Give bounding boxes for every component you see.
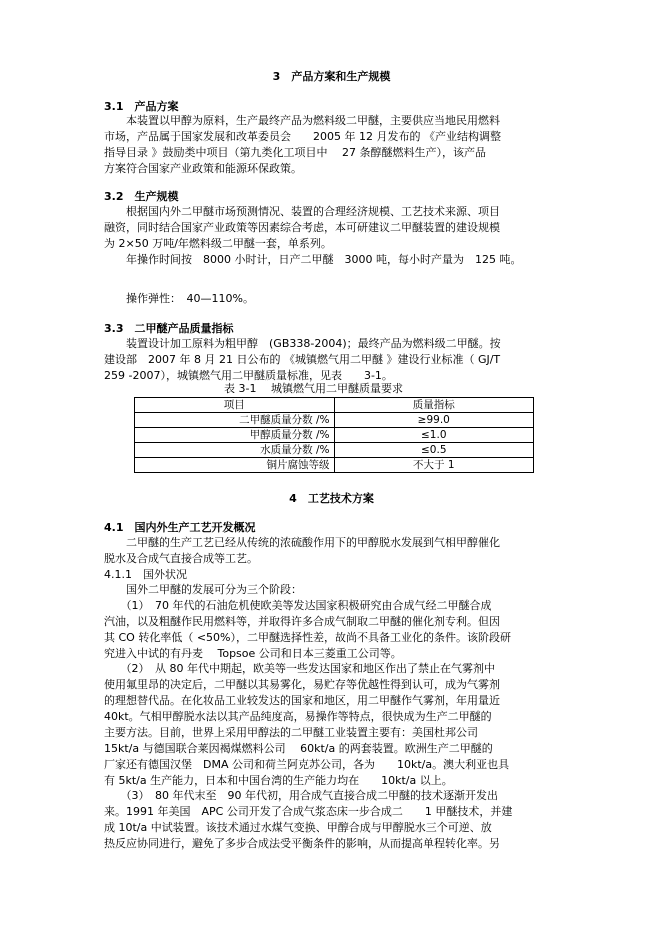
table-caption: 表 3-1 城镇燃气用二甲醚质量要求 xyxy=(224,382,403,395)
text-line: 其 CO 转化率低（ <50%），二甲醚选择性差，故尚不具备工业化的条件。该阶段研 xyxy=(104,631,511,644)
text-line: 厂家还有德国汉堡 DMA 公司和荷兰阿克苏公司，各为 10kt/a。澳大利亚也具 xyxy=(104,758,510,771)
text-line: 方案符合国家产业政策和能源环保政策。 xyxy=(104,162,302,175)
section-4-1-title: 4.1 国内外生产工艺开发概况 xyxy=(104,521,256,534)
text-line: 指导目录 》鼓励类中项目（第九类化工项目中 27 条醇醚燃料生产），该产品 xyxy=(104,146,486,159)
text-line: 40kt。气相甲醇脱水法以其产品纯度高，易操作等特点，很快成为生产二甲醚的 xyxy=(104,710,492,723)
table-cell: 甲醇质量分数 /% xyxy=(135,428,335,443)
table-row xyxy=(135,428,534,443)
text-line: 本装置以甲醇为原料，生产最终产品为燃料级二甲醚，主要供应当地民用燃料 xyxy=(104,114,500,127)
table-header-spec: 质量指标 xyxy=(334,398,534,413)
stage-intro: 国外二甲醚的发展可分为三个阶段： xyxy=(104,583,302,596)
table-cell: ≤1.0 xyxy=(334,428,534,443)
table-row xyxy=(135,443,534,458)
table-row xyxy=(135,413,534,428)
section-3-2-body xyxy=(104,204,559,268)
text-line: 究进入中试的有丹麦 Topsoe 公司和日本三菱重工公司等。 xyxy=(104,647,402,660)
text-line: 市场，产品属于国家发展和改革委员会 2005 年 12 月发布的 《产业结构调整 xyxy=(104,130,501,143)
section-4-1-1-title: 4.1.1 国外状况 xyxy=(104,568,187,581)
text-line: （1） 70 年代的石油危机使欧美等发达国家积极研究由合成气经二甲醚合成 xyxy=(104,599,492,612)
table-cell: 二甲醚质量分数 /% xyxy=(135,413,335,428)
text-line: 二甲醚的生产工艺已经从传统的浓硫酸作用下的甲醇脱水发展到气相甲醇催化 xyxy=(104,536,500,549)
text-line: 成 10t/a 中试装置。该技术通过水煤气变换、甲醇合成与甲醇脱水三个可逆、放 xyxy=(104,821,492,834)
table-cell: 不大于 1 xyxy=(334,458,534,473)
text-line: 脱水及合成气直接合成等工艺。 xyxy=(104,552,258,565)
section-3-1-body xyxy=(104,113,559,177)
text-line: （2） 从 80 年代中期起，欧美等一些发达国家和地区作出了禁止在气雾剂中 xyxy=(104,662,495,675)
text-line: 热反应协同进行，避免了多步合成法受平衡条件的影响，从而提高单程转化率。另 xyxy=(104,837,500,850)
text-line: 的理想替代品。在化妆品工业较发达的国家和地区，用二甲醚作气雾剂，年用量近 xyxy=(104,694,500,707)
stage-3-paragraph xyxy=(104,788,559,852)
table-row xyxy=(135,458,534,473)
table-cell: 水质量分数 /% xyxy=(135,443,335,458)
text-line: 使用氟里昂的决定后，二甲醚以其易雾化，易贮存等优越性得到认可，成为气雾剂 xyxy=(104,678,500,691)
text-line: 融资，同时结合国家产业政策等因素综合考虑，本可研建议二甲醚装置的建设规模 xyxy=(104,221,500,234)
table-header-item: 项目 xyxy=(135,398,335,413)
text-line: 主要方法。目前，世界上采用甲醇法的二甲醚工业装置主要有：美国杜邦公司 xyxy=(104,726,478,739)
stage-2-paragraph xyxy=(104,661,559,789)
table-header-row xyxy=(135,398,534,413)
section-3-3-title: 3.3 二甲醚产品质量指标 xyxy=(104,322,234,335)
stage-1-paragraph xyxy=(104,598,559,662)
text-line: 汽油，以及粗醚作民用燃料等，并取得许多合成气制取二甲醚的催化剂专利。但因 xyxy=(104,615,500,628)
text-line: 15kt/a 与德国联合莱因褐煤燃料公司 60kt/a 的两套装置。欧洲生产二甲醚的 xyxy=(104,742,493,755)
table-cell: ≥99.0 xyxy=(334,413,534,428)
text-line: 为 2×50 万吨/年燃料级二甲醚一套，单系列。 xyxy=(104,237,332,250)
section-4-heading: 4 工艺技术方案 xyxy=(289,492,374,505)
text-line: 来。1991 年美国 APC 公司开发了合成气浆态床一步合成二 1 甲醚技术，并建 xyxy=(104,805,513,818)
text-line: 根据国内外二甲醚市场预测情况、装置的合理经济规模、工艺技术来源、项目 xyxy=(104,205,500,218)
text-line: 装置设计加工原料为粗甲醇 (GB338-2004)；最终产品为燃料级二甲醚。按 xyxy=(104,337,501,350)
section-4-1-intro xyxy=(104,535,559,567)
text-line: 年操作时间按 8000 小时计，日产二甲醚 3000 吨，每小时产量为 125 吨。 xyxy=(104,253,522,266)
section-3-3-body xyxy=(104,336,559,384)
text-line: 建设部 2007 年 8 月 21 日公布的 《城镇燃气用二甲醚 》建设行业标准（ GJ/T xyxy=(104,353,501,366)
table-cell: ≤0.5 xyxy=(334,443,534,458)
quality-table xyxy=(134,397,534,473)
operating-flexibility: 操作弹性： 40—110%。 xyxy=(104,292,254,305)
section-3-heading: 3 产品方案和生产规模 xyxy=(272,70,391,83)
text-line: （3） 80 年代末至 90 年代初，用合成气直接合成二甲醚的技术逐渐开发出 xyxy=(104,789,498,802)
section-3-2-title: 3.2 生产规模 xyxy=(104,190,179,203)
text-line: 259 -2007），城镇燃气用二甲醚质量标准，见表 3-1。 xyxy=(104,369,393,382)
section-3-1-title: 3.1 产品方案 xyxy=(104,100,179,113)
text-line: 有 5kt/a 生产能力，日本和中国台湾的生产能力均在 10kt/a 以上。 xyxy=(104,774,453,787)
table-cell: 铜片腐蚀等级 xyxy=(135,458,335,473)
